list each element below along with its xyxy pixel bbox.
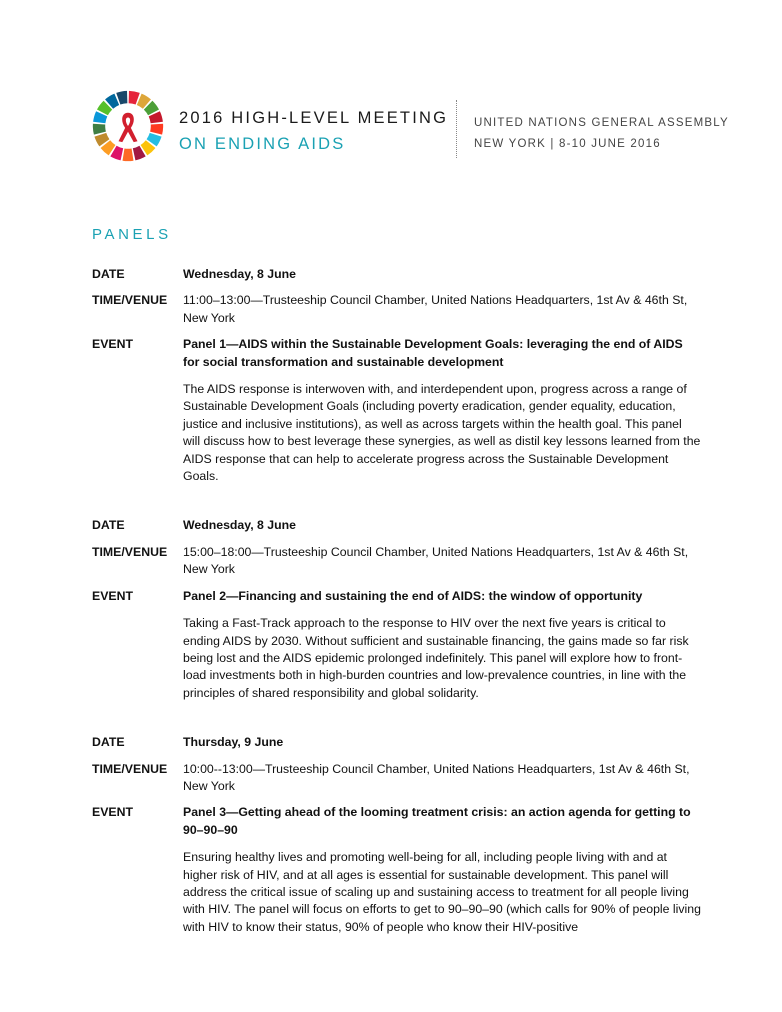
document-header — [90, 88, 730, 168]
title-line-1: 2016 HIGH-LEVEL MEETING — [179, 109, 449, 127]
panel-date: Wednesday, 8 June — [183, 518, 296, 533]
date-label: DATE — [92, 735, 125, 750]
panel-time-venue: 11:00–13:00—Trusteeship Council Chamber, United Nations Headquarters, 1st Av & 46th St, New York — [183, 293, 688, 325]
date-label: DATE — [92, 518, 125, 533]
time-venue-label: TIME/VENUE — [92, 293, 168, 308]
time-venue-label: TIME/VENUE — [92, 544, 168, 559]
time-venue-label: TIME/VENUE — [92, 761, 168, 776]
sdg-wheel-segment — [123, 149, 134, 162]
panel-title: Panel 2—Financing and sustaining the end of AIDS: the window of opportunity — [183, 588, 643, 603]
red-ribbon-icon — [119, 113, 138, 142]
sdg-ribbon-logo — [90, 88, 166, 164]
panel-description: Taking a Fast-Track approach to the response to HIV over the next five years is critical to ending AIDS by 2030. Without sufficient and sustainable financing, the gains made so far risk being lost and the AIDS epidemic prolonged indefinitely. This panel will explore how to front-load investments both in high-burden countries and low-prevalence countries, in line with the principles of shared responsibility and global solidarity. — [183, 616, 689, 700]
panel-time-venue: 15:00–18:00—Trusteeship Council Chamber, United Nations Headquarters, 1st Av & 46th St, New York — [183, 544, 689, 577]
dotted-divider — [456, 100, 457, 158]
sdg-wheel-segment — [93, 124, 106, 135]
date-label: DATE — [92, 267, 125, 281]
meeting-title — [179, 108, 448, 154]
sdg-wheel-segment — [150, 124, 163, 135]
organizer-name: UNITED NATIONS GENERAL ASSEMBLY — [474, 117, 729, 129]
title-line-2: ON ENDING AIDS — [179, 135, 346, 153]
panel-title: Panel 3—Getting ahead of the looming treatment crisis: an action agenda for getting to 90–90–90 — [183, 805, 691, 837]
organizer-info — [474, 113, 729, 155]
panel-entry — [92, 266, 702, 485]
panels-schedule — [92, 266, 702, 936]
panel-date: Wednesday, 8 June — [183, 267, 296, 281]
meeting-location-dates: NEW YORK | 8-10 JUNE 2016 — [474, 138, 661, 150]
section-title: PANELS — [92, 226, 172, 243]
panel-date: Thursday, 9 June — [183, 735, 284, 750]
event-label: EVENT — [92, 337, 133, 352]
panel-entry — [92, 517, 702, 702]
event-label: EVENT — [92, 588, 133, 603]
panel-entry — [92, 734, 702, 936]
panel-title: Panel 1—AIDS within the Sustainable Development Goals: leveraging the end of AIDS for social transformation and sustainable development — [183, 337, 683, 369]
panel-time-venue: 10:00--13:00—Trusteeship Council Chamber, United Nations Headquarters, 1st Av & 46th St, New York — [183, 761, 690, 793]
event-label: EVENT — [92, 805, 133, 820]
panel-description: The AIDS response is interwoven with, and interdependent upon, progress across a range of Sustainable Development Goals (including poverty eradication, gender equality, education, justice and inclusive institutions), as well as across targets within the health goal. This panel will discuss how to best leverage these synergies, as well as distil key lessons learned from the AIDS response that can help to accelerate progress across the Sustainable Development Goals. — [183, 382, 701, 484]
panel-description: Ensuring healthy lives and promoting well-being for all, including people living with and at higher risk of HIV, and at all ages is essential for sustainable development. This panel will address the critical issue of scaling up and sustaining access to treatment for all people living with HIV. The panel will focus on efforts to get to 90–90–90 (which calls for 90% of people living with HIV to know their status, 90% of people who know their HIV-positive — [183, 850, 701, 934]
